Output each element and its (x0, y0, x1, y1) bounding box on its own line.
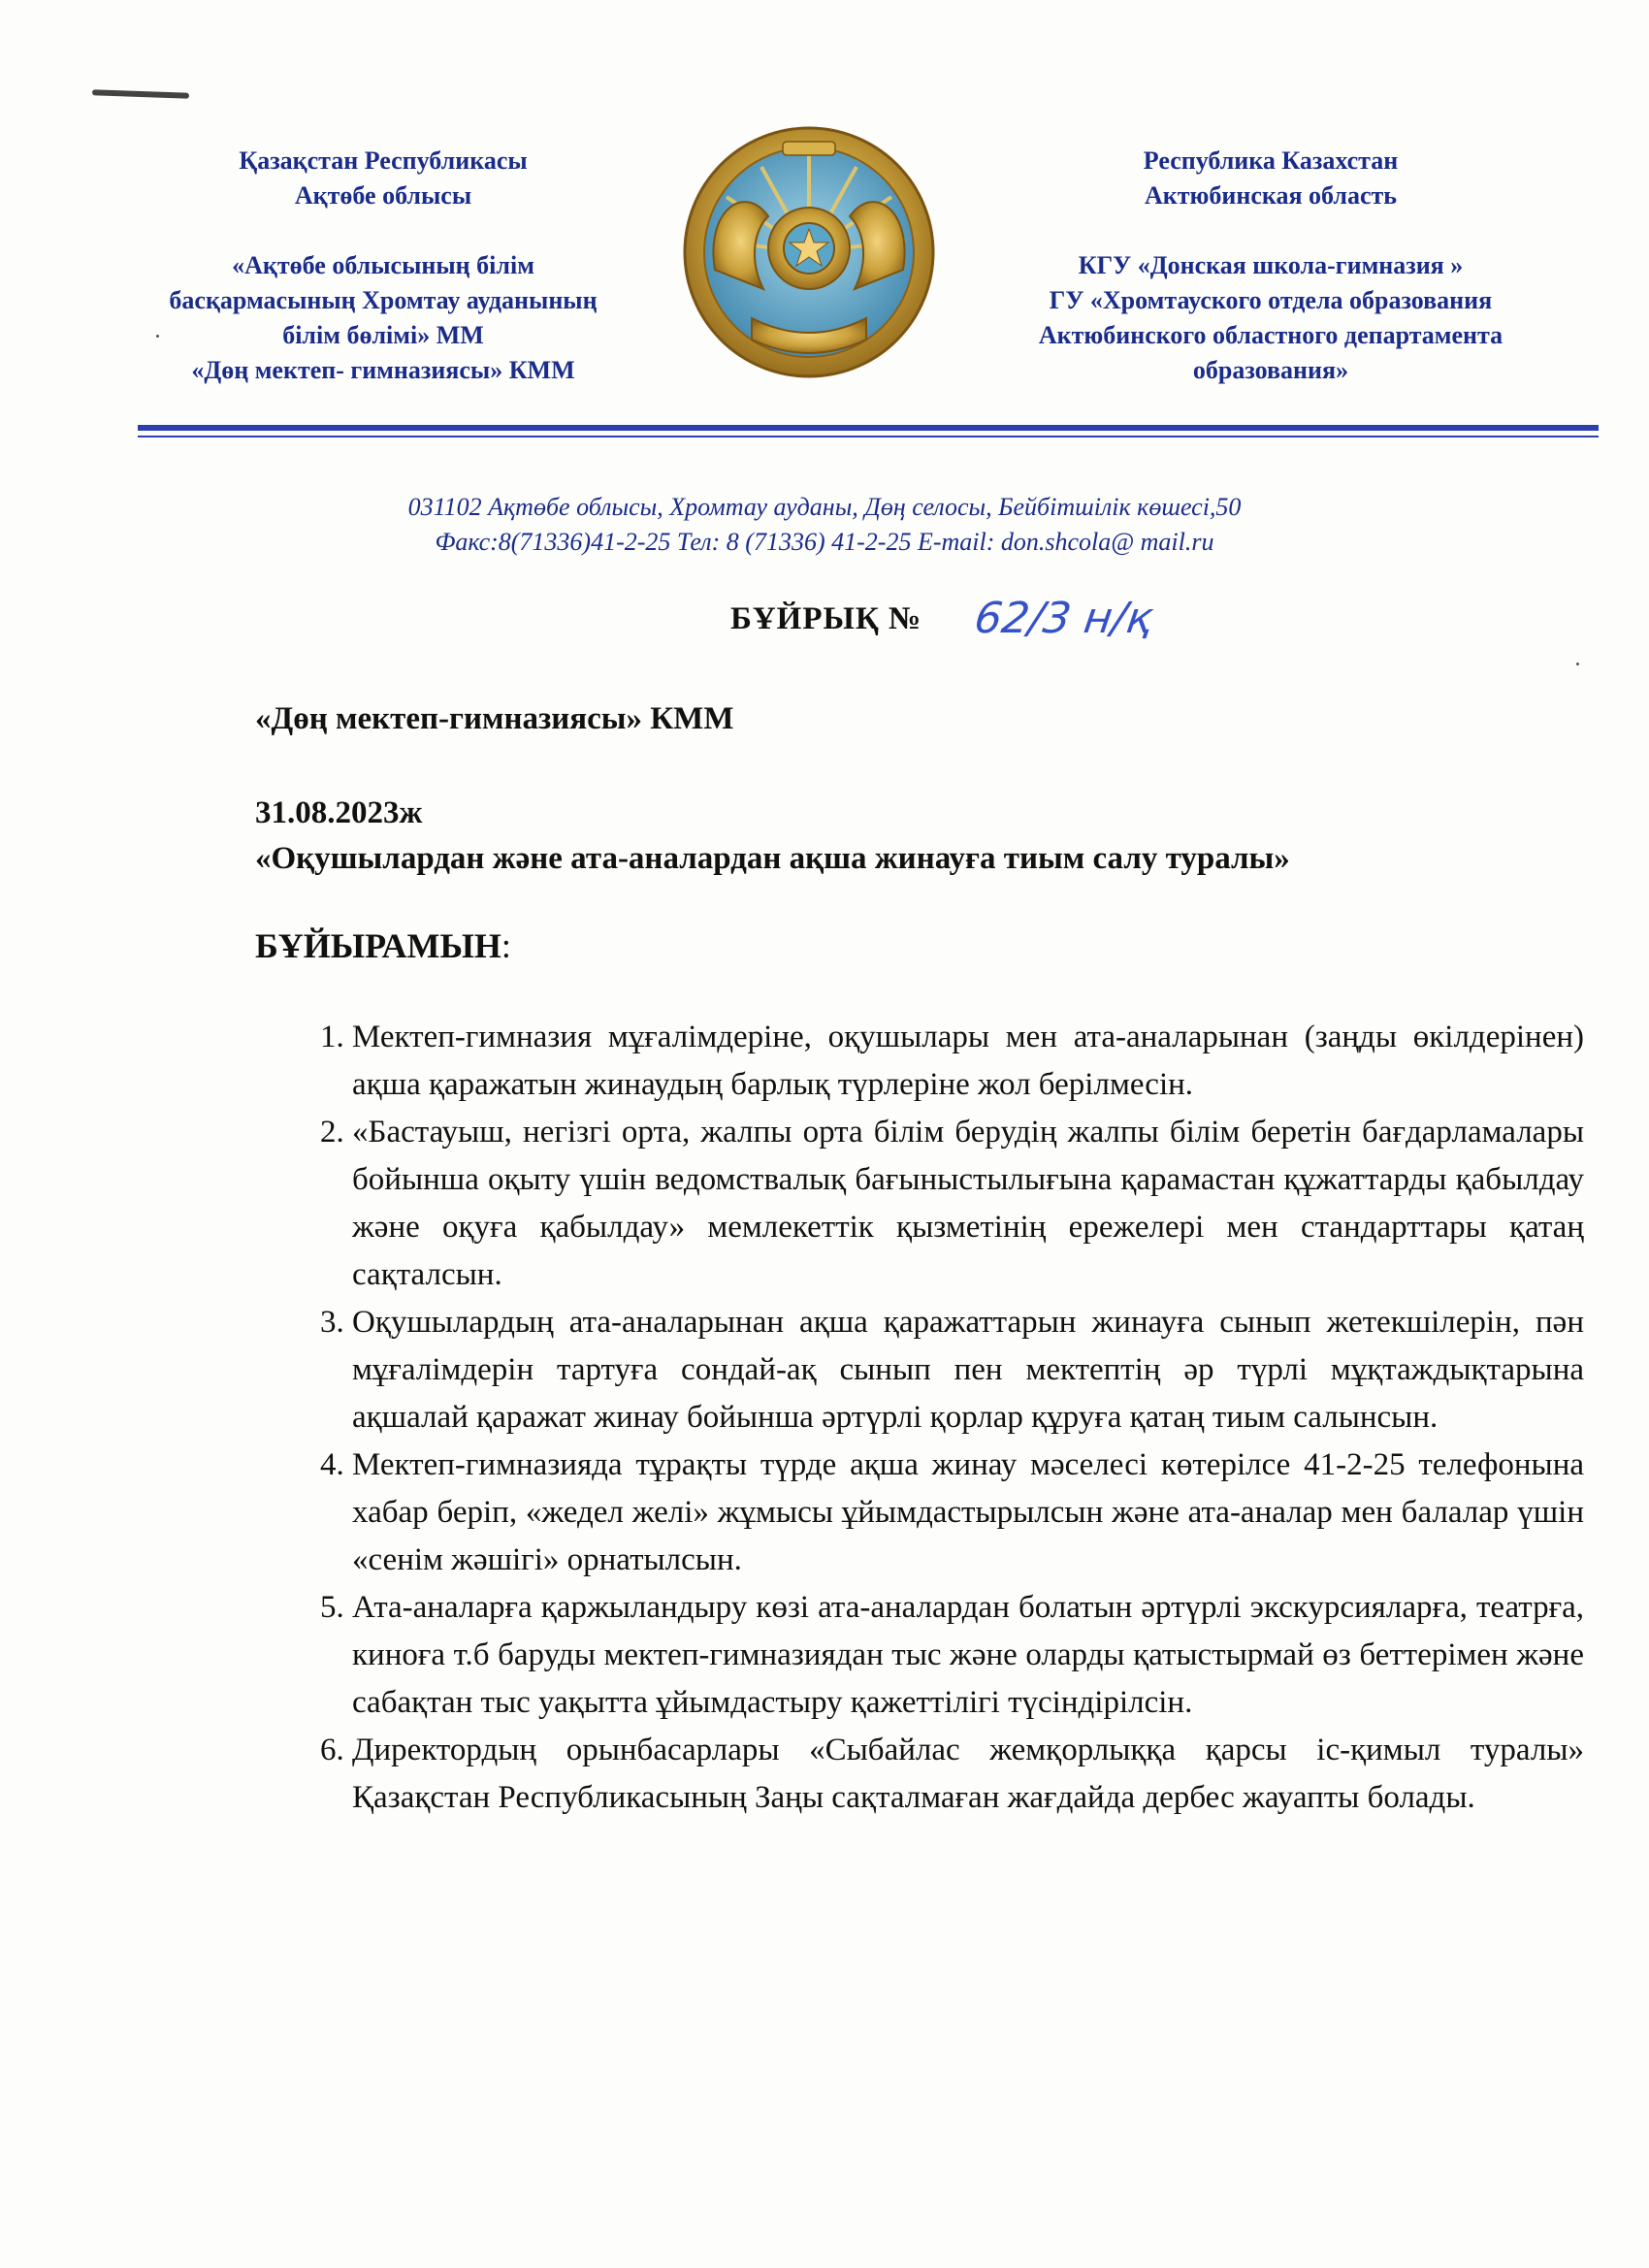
header-left-org-line: «Дөң мектеп- гимназиясы» КММ (191, 356, 575, 384)
command-heading (255, 925, 511, 966)
command-colon: : (501, 926, 511, 965)
header-left-country: Қазақстан Республикасы (239, 146, 528, 175)
list-item: 6. Директордың орынбасарлары «Сыбайлас жемқорлыққа қарсы іс-қимыл туралы» Қазақстан Республикасының Заңы сақталмаған жағдайда дербес жауапты болады. (352, 1727, 1584, 1822)
header-left-org-line: басқармасының Хромтау ауданының (169, 286, 598, 314)
list-item: 4. Мектеп-гимназияда тұрақты түрде ақша жинау мәселесі көтерілсе 41-2-25 телефонына хабар беріп, «жедел желі» жұмысы ұйымдастырылсын және ата-аналар мен балалар үшін «сенім жәшігі» орнатылсын. (352, 1442, 1584, 1584)
scan-mark (92, 89, 189, 98)
header-left-org-line: білім бөлімі» ММ (282, 321, 484, 349)
order-items-list (294, 1014, 1584, 1822)
address-line: 031102 Ақтөбе облысы, Хромтау ауданы, Дөң селосы, Бейбітшілік көшесі,50 (407, 493, 1242, 521)
header-right-org-line: Актюбинского областного департамента (1038, 321, 1504, 349)
header-left-org-line: «Ақтөбе облысының білім (232, 251, 534, 279)
scan-speck (1576, 663, 1579, 665)
header-left-region: Ақтөбе облысы (294, 181, 472, 210)
header-right-org-line: ГУ «Хромтауского отдела образования (1049, 286, 1493, 314)
kazakhstan-state-emblem-icon (676, 124, 943, 381)
header-right-org-line: КГУ «Донская школа-гимназия » (1078, 251, 1464, 279)
header-right-region: Актюбинская область (1144, 181, 1398, 210)
order-date: 31.08.2023ж (255, 795, 423, 830)
header-right-country: Республика Казахстан (1143, 146, 1399, 175)
header-right-russian (980, 144, 1562, 388)
list-item: 1. Мектеп-гимназия мұғалімдеріне, оқушылары мен ата-аналарынан (заңды өкілдерінен) ақша қаражатын жинаудың барлық түрлеріне жол берілмесін. (352, 1014, 1584, 1109)
list-item: 3. Оқушылардың ата-аналарынан ақша қаражаттарын жинауға сынып жетекшілерін, пән мұғалімдерін тартуға сондай-ақ сынып пен мектептің әр түрлі мұқтаждықтарына ақшалай қаражат жинау бойынша әртүрлі қорлар құруға қатаң тиым салынсын. (352, 1299, 1584, 1442)
organization-name: «Дөң мектеп-гимназиясы» КММ (255, 701, 734, 736)
header-right-org-line: образования» (1192, 356, 1349, 384)
order-title: БҰЙРЫҚ № (730, 601, 922, 636)
list-item: 5. Ата-аналарға қаржыландыру көзі ата-аналардан болатын әртүрлі экскурсияларға, театрға, киноға т.б баруды мектеп-гимназиядан тыс және оларды қатыстырмай өз беттерімен және сабақтан тыс уақытта ұйымдастыру қажеттілігі түсіндірілсін. (352, 1584, 1584, 1727)
order-number-handwritten: 62/3 н/қ (971, 594, 1156, 643)
contact-address (0, 490, 1649, 560)
order-subject: «Оқушылардан және ата-аналардан ақша жинауға тиым салу туралы» (255, 841, 1290, 876)
header-divider (138, 425, 1599, 431)
contact-line: Факс:8(71336)41-2-25 Тел: 8 (71336) 41-2-25 E-mail: don.shcola@ mail.ru (435, 528, 1214, 556)
header-left-kazakh (107, 144, 660, 388)
header-divider-thin (138, 436, 1599, 437)
command-word: БҰЙЫРАМЫН (255, 926, 501, 965)
list-item: 2. «Бастауыш, негізгі орта, жалпы орта білім берудің жалпы білім беретін бағдарламалары бойынша оқыту үшін ведомствалық бағыныстылығына қарамастан құжаттарды қабылдау және оқуға қабылдау» мемлекеттік қызметінің ережелері мен стандарттары қатаң сақталсын. (352, 1109, 1584, 1299)
